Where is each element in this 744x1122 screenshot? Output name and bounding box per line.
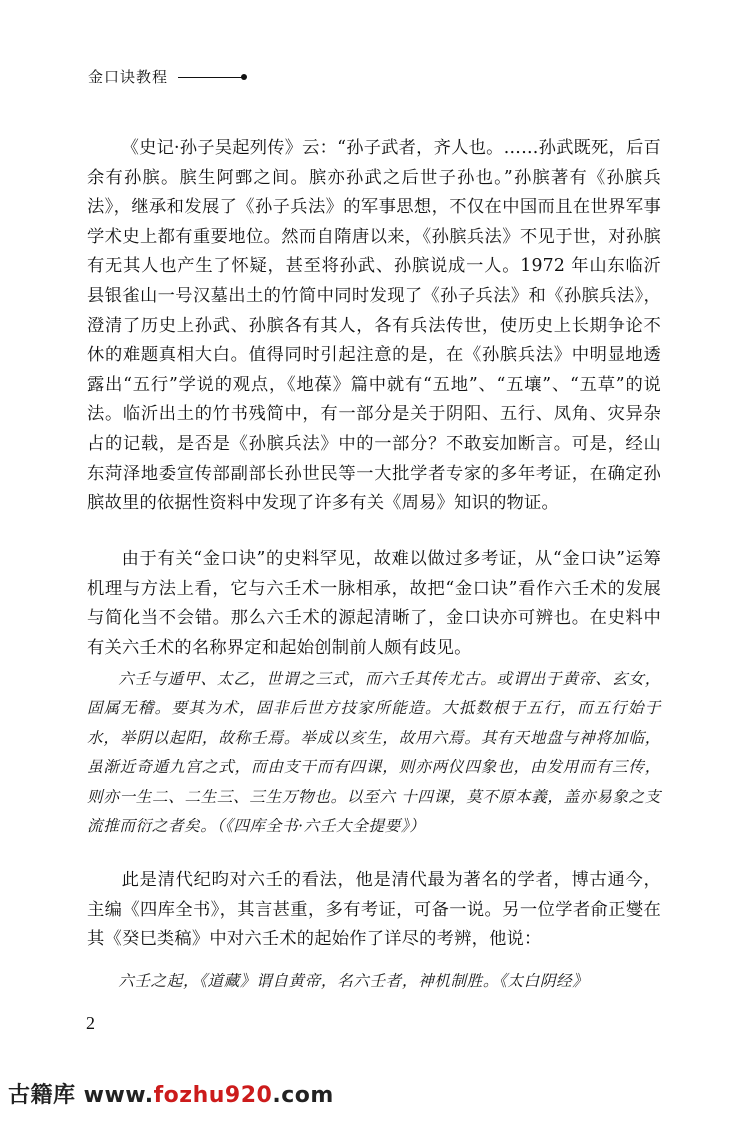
running-header bbox=[88, 64, 288, 88]
paragraph-2: 由于有关“金口诀”的史料罕见，故难以做过多考证，从“金口诀”运筹机理与方法上看，它与六壬术一脉相承，故把“金口诀”看作六壬术的发展与简化当不会错。那么六壬术的源起清晰了，金口诀亦可辨也。在史料中有关六壬术的名称界定和起始创制前人颇有歧见。 bbox=[87, 549, 661, 658]
watermark-suffix: .com bbox=[272, 1083, 334, 1108]
header-rule bbox=[178, 77, 242, 78]
quote-daozang: 六壬之起，《道藏》谓自黄帝，名六壬者，神机制胜。《太白阴经》 bbox=[118, 972, 589, 990]
header-title: 金口诀教程 bbox=[88, 67, 169, 86]
paragraph-3-block bbox=[87, 866, 661, 955]
paragraph-1: 《史记·孙子吴起列传》云：“孙子武者，齐人也。……孙武既死，后百余有孙膑。膑生阿鄄之间。膑亦孙武之后世子孙也。”孙膑著有《孙膑兵法》，继承和发展了《孙子兵法》的军事思想，不仅在中国而且在世界军事学术史上都有重要地位。然而自隋唐以来，《孙膑兵法》不见于世，对孙膑有无其人也产生了怀疑，甚至将孙武、孙膑说成一人。1972 年山东临沂县银雀山一号汉墓出土的竹简中同时发现了《孙子兵法》和《孙膑兵法》，澄清了历史上孙武、孙膑各有其人，各有兵法传世，使历史上长期争论不休的难题真相大白。值得同时引起注意的是，在《孙膑兵法》中明显地透露出“五行”学说的观点，《地葆》篇中就有“五地”、“五壤”、“五草”的说法。临沂出土的竹书残简中，有一部分是关于阴阳、五行、凤角、灾异杂占的记载，是否是《孙膑兵法》中的一部分？不敢妄加断言。可是，经山东菏泽地委宣传部副部长孙世民等一大批学者专家的多年考证，在确定孙膑故里的依据性资料中发现了许多有关《周易》知识的物证。 bbox=[87, 138, 661, 514]
paragraph-1-block bbox=[87, 134, 661, 519]
quote-2-block bbox=[87, 967, 661, 996]
page-number: 2 bbox=[86, 1013, 95, 1033]
header-dot-icon bbox=[241, 74, 247, 80]
site-watermark bbox=[8, 1078, 334, 1112]
quote-1-block bbox=[87, 665, 661, 841]
paragraph-3: 此是清代纪昀对六壬的看法，他是清代最为著名的学者，博古通今，主编《四库全书》，其言甚重，多有考证，可备一说。另一位学者俞正燮在其《癸巳类稿》中对六壬术的起始作了详尽的考辨，他说： bbox=[87, 870, 661, 950]
watermark-domain: fozhu920 bbox=[153, 1083, 273, 1108]
paragraph-2-block bbox=[87, 545, 661, 663]
watermark-prefix: 古籍库 www. bbox=[8, 1083, 154, 1108]
quote-siku: 六壬与遁甲、太乙，世谓之三式，而六壬其传尤古。或谓出于黄帝、玄女，固属无稽。要其为术，固非后世方技家所能造。大抵数根于五行，而五行始于水，举阴以起阳，故称壬焉。举成以亥生，故用六焉。其有天地盘与神将加临，虽渐近奇遁九宫之式，而由支干而有四课，则亦两仪四象也，由发用而有三传，则亦一生二、二生三、三生万物也。以至六 十四课，莫不原本義，盖亦易象之支流推而衍之者矣。（《四库全书·六壬大全提要》） bbox=[87, 670, 661, 836]
